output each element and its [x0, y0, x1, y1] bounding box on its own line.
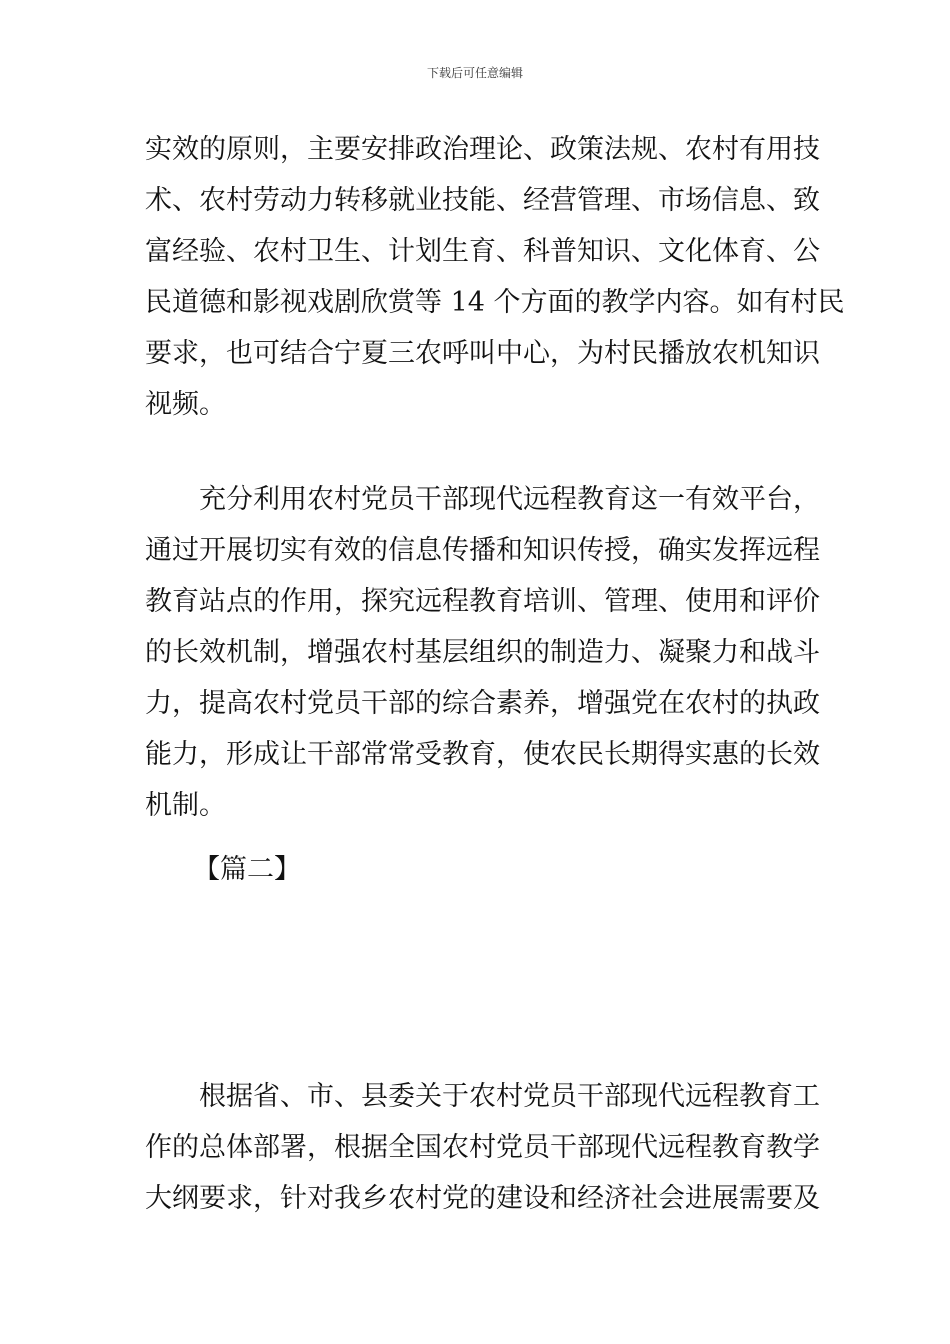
text-line: 充分利用农村党员干部现代远程教育这一有效平台，	[199, 484, 820, 515]
text-line: 实效的原则，主要安排政治理论、政策法规、农村有用技	[145, 134, 820, 165]
page-header: 下载后可任意编辑	[426, 66, 523, 80]
text-line: 术、农村劳动力转移就业技能、经营管理、市场信息、致	[145, 185, 820, 216]
text-line: 机制。	[145, 790, 226, 821]
section-heading	[145, 844, 810, 895]
section-heading-text: 【篇二】	[193, 854, 301, 885]
text-line: 民道德和影视戏剧欣赏等 14 个方面的教学内容。如有村民	[145, 287, 845, 318]
text-line: 通过开展切实有效的信息传播和知识传授，确实发挥远程	[145, 535, 820, 566]
text-line: 根据省、市、县委关于农村党员干部现代远程教育工	[199, 1081, 820, 1112]
text-line: 作的总体部署，根据全国农村党员干部现代远程教育教学	[145, 1132, 820, 1163]
text-line: 要求，也可结合宁夏三农呼叫中心，为村民播放农机知识	[145, 338, 820, 369]
text-line: 富经验、农村卫生、计划生育、科普知识、文化体育、公	[145, 236, 820, 267]
text-line: 大纲要求，针对我乡农村党的建设和经济社会进展需要及	[145, 1183, 820, 1214]
text-line: 的长效机制，增强农村基层组织的制造力、凝聚力和战斗	[145, 637, 820, 668]
paragraph-3	[145, 1071, 820, 1224]
paragraph-1	[145, 124, 845, 430]
text-line: 教育站点的作用，探究远程教育培训、管理、使用和评价	[145, 586, 820, 617]
text-line: 视频。	[145, 389, 226, 420]
text-line: 力，提高农村党员干部的综合素养，增强党在农村的执政	[145, 688, 820, 719]
paragraph-2	[145, 474, 820, 831]
text-line: 能力，形成让干部常常受教育，使农民长期得实惠的长效	[145, 739, 820, 770]
